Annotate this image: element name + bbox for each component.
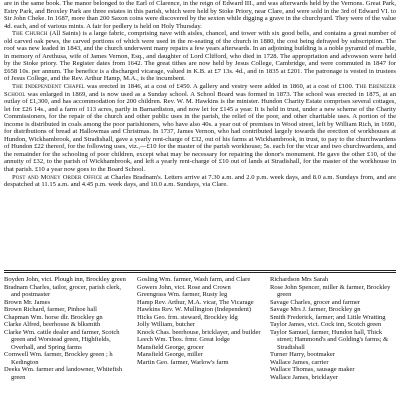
directory-entry: Mansfield George, miller <box>137 351 203 358</box>
directory-entry: Gosling Wm. farmer, Wash farm, and Clare <box>137 276 251 283</box>
directory-entry: Turner Harry, bootmaker <box>270 351 335 358</box>
history-paragraph <box>4 0 396 30</box>
history-text: are in the same book. The manor belonged to the Earl of Clarence, in the reign of Edward III., and was afterwards held by the Vernons. Great Park, Estry Park, and Broxley Park are three estates in this parish, which were held by Stoke Priory, near Clare, and were sold in the 3rd of Edward VI. to Sir John Cheke. In 1687, more than 200 Saxon coins were discovered by the sexton while digging a grave in the churchyard. They were of the value 4d. each, and of various mints. A fair for pedlery is held on Holy Thursday. <box>4 0 396 30</box>
directory-entry: Clarke Wm. cattle dealer and farmer, Scotch green and Worstead green, Highfields, Overhall, and Spring farms <box>4 328 120 351</box>
directory-entry: Brown Richard, farmer, Pinhoe hall <box>4 306 97 313</box>
directory-entry: Gowers John, vict. Rose and Crown <box>137 283 231 291</box>
directory-entry: Leech Wm. Thos. frmr. Great lodge <box>137 336 230 343</box>
directory-entry: Brown Mr. James <box>4 298 51 306</box>
chapel-heading: The Independent Chapel <box>12 83 85 91</box>
chapel-text: was erected in 1846, at a cost of £450. A gallery and vestry were added in 1860, at a cost of £100. <box>86 83 354 91</box>
directory-entry: Wallace Thomas, sausage maker <box>270 366 355 373</box>
directory-entry: Cornwell Wm. farmer, Brockley green ; h Kedington <box>4 351 113 366</box>
directory-entry: Mansfield George, grocer <box>137 343 204 351</box>
directory-entry: Wallace James, carrier <box>270 358 329 366</box>
directory-entry: Savage Charles, grocer and farmer <box>270 298 361 306</box>
directory-column-1 <box>4 276 130 400</box>
directory-column-3 <box>270 276 396 400</box>
directory-entry: Chapman Wm. horse dlr. Brockley gn <box>4 313 103 321</box>
directory-entry: Rose John Spencer, miller & farmer, Brockley green <box>270 283 391 298</box>
directory-entry: Taylor Samuel, farmer, Hundon hall, Thick street; Hammond's and Golding's farms; & Stradishall <box>270 328 389 351</box>
directory-entry: Taylor James, vict. Cock inn, Scotch green <box>270 321 382 328</box>
ebenezer-heading: The Ebenezer School <box>4 83 396 98</box>
church-paragraph <box>4 30 396 83</box>
directory-entry: Knock Chas. beerhouse, bricklayer, and builder <box>137 328 261 336</box>
board-text: was formed in 1873. The school was erected in 1875, at an outlay of £1,300, and has accommodation for 200 children. Rev. W. M. Hawkins is the minister. Hundon Charity Estate comprises several cottages, let for £26 14s., and a farm of 113 acres, partly in Barnardiston, and now let for £145 a year. It is held in trust, under a new scheme of the Charity Commissioners, for the repair of the church and other public uses in the parish, the relief of the poor, and other charitable uses. A portion of the income is distributed in coals among the poor parishioners, who have also 40s. a year out of premises in Wood street, left by William Rich, in 1690, for distributions of bread at Hallowmas and Christmas. In 1737, James Vernon, who had contributed largely towards the erection of workhouses at Hundon, Wickhambrook, and Stradishall, gave a yearly rent-charge of £32, out of his farms at Wickhambrook, in trust, to pay to the churchwardens of Hundon £22 thereof, for the following uses, viz.,—£10 for the master of the parish workhouse; 5s. each for the vicar and two churchwardens, and the remainder for the schooling of poor children, except what may be necessary for repairing the donor's monument. He gave the other £10, of the annuity of £32, to the parish of Wickhambrook, and left a yearly rent-charge of £10 out of lands at Stradishall, for the master of the workhouse in that parish. £10 a year now goes to the Board School. <box>4 90 397 174</box>
directory-column-2 <box>137 276 263 400</box>
divider-rule <box>4 270 396 271</box>
chapel-paragraph <box>4 83 396 174</box>
directory-entry: Boyden John, vict. Plough inn, Brockley green <box>4 276 126 283</box>
resident-directory <box>4 276 396 400</box>
board-heading: A School Board <box>190 90 234 98</box>
church-text: (All Saints) is a large fabric, comprising nave with aisles, chancel, and tower with six good bells, and contains a great number of old carved oak pews, the carved portions of which were used in the re-seating of the church in 1880, the cost being defrayed by subscription. The roof was new leaded in 1843, and the church underwent many repairs a few years afterwards. In an adjoining building is a noble pyramid of marble, in memory of Arethusa, wife of James Vernon, Esq., and daughter of Lord Clifford, who died in 1728. The appropriation and advowson were held by the Stoke priory. The Register dates from 1642. The great tithes are now held by Jesus College, Cambridge, and were commuted in 1847 for £658 10s. per annum. The benefice is a discharged vicarage, valued in K.B. at £7 13s. 4d., and in 1835 at £201. The patronage is vested in trustees of Jesus College, and the Rev. Arthur Hamp, M.A., is the incumbent. <box>4 30 397 83</box>
directory-entry: Clarke Alfred, beerhouse & blksmith <box>4 321 101 328</box>
ebenezer-text: was enlarged in 1869, and is now used as a Sunday school. <box>27 90 189 98</box>
divider-rule <box>4 272 396 273</box>
directory-entry: Hawkins Rev. W. Mullington (Independent) <box>137 306 252 313</box>
directory-entry: Martin Geo. farmer, Warlow's farm <box>137 358 229 366</box>
directory-entry: Greengrass Wm. farmer, Rusty leg <box>137 291 228 298</box>
directory-entry: Wallace James, bricklayer <box>270 373 338 381</box>
directory-entry: Deeks Wm. farmer and landowner, Whitefish green <box>4 366 123 381</box>
directory-entry: Bradnam Charles, tailor, grocer, parish clerk, and postmaster <box>4 283 121 298</box>
post-office-heading: Post and Money Order Office <box>12 173 103 181</box>
directory-entry: Jolly William, butcher <box>137 321 195 328</box>
parish-description <box>4 0 396 189</box>
post-office-text: at Charles Bradnam's. Letters arrive at 7.30 a.m. and 2.0 p.m. week days, and 8.0 a.m. Sundays from, and are despatched at 11.15 a.m. and 4.45 p.m. week days, and 10.0 a.m. Sundays, via Clare. <box>4 173 397 189</box>
directory-entry: Hamp Rev. Arthur, M.A. vicar, The Vicarage <box>137 298 254 306</box>
directory-entry: Savage Mrs J. farmer, Brockley gn <box>270 306 361 313</box>
directory-entry: Richardson Mrs Sarah <box>270 276 329 283</box>
church-heading: The Church <box>12 30 48 38</box>
post-office-paragraph <box>4 174 396 189</box>
directory-entry: Smith Frederick, farmer; and Little Wratting <box>270 313 386 321</box>
directory-entry: Hicks Geo. frm. steward, Brockley ldg <box>137 313 238 321</box>
